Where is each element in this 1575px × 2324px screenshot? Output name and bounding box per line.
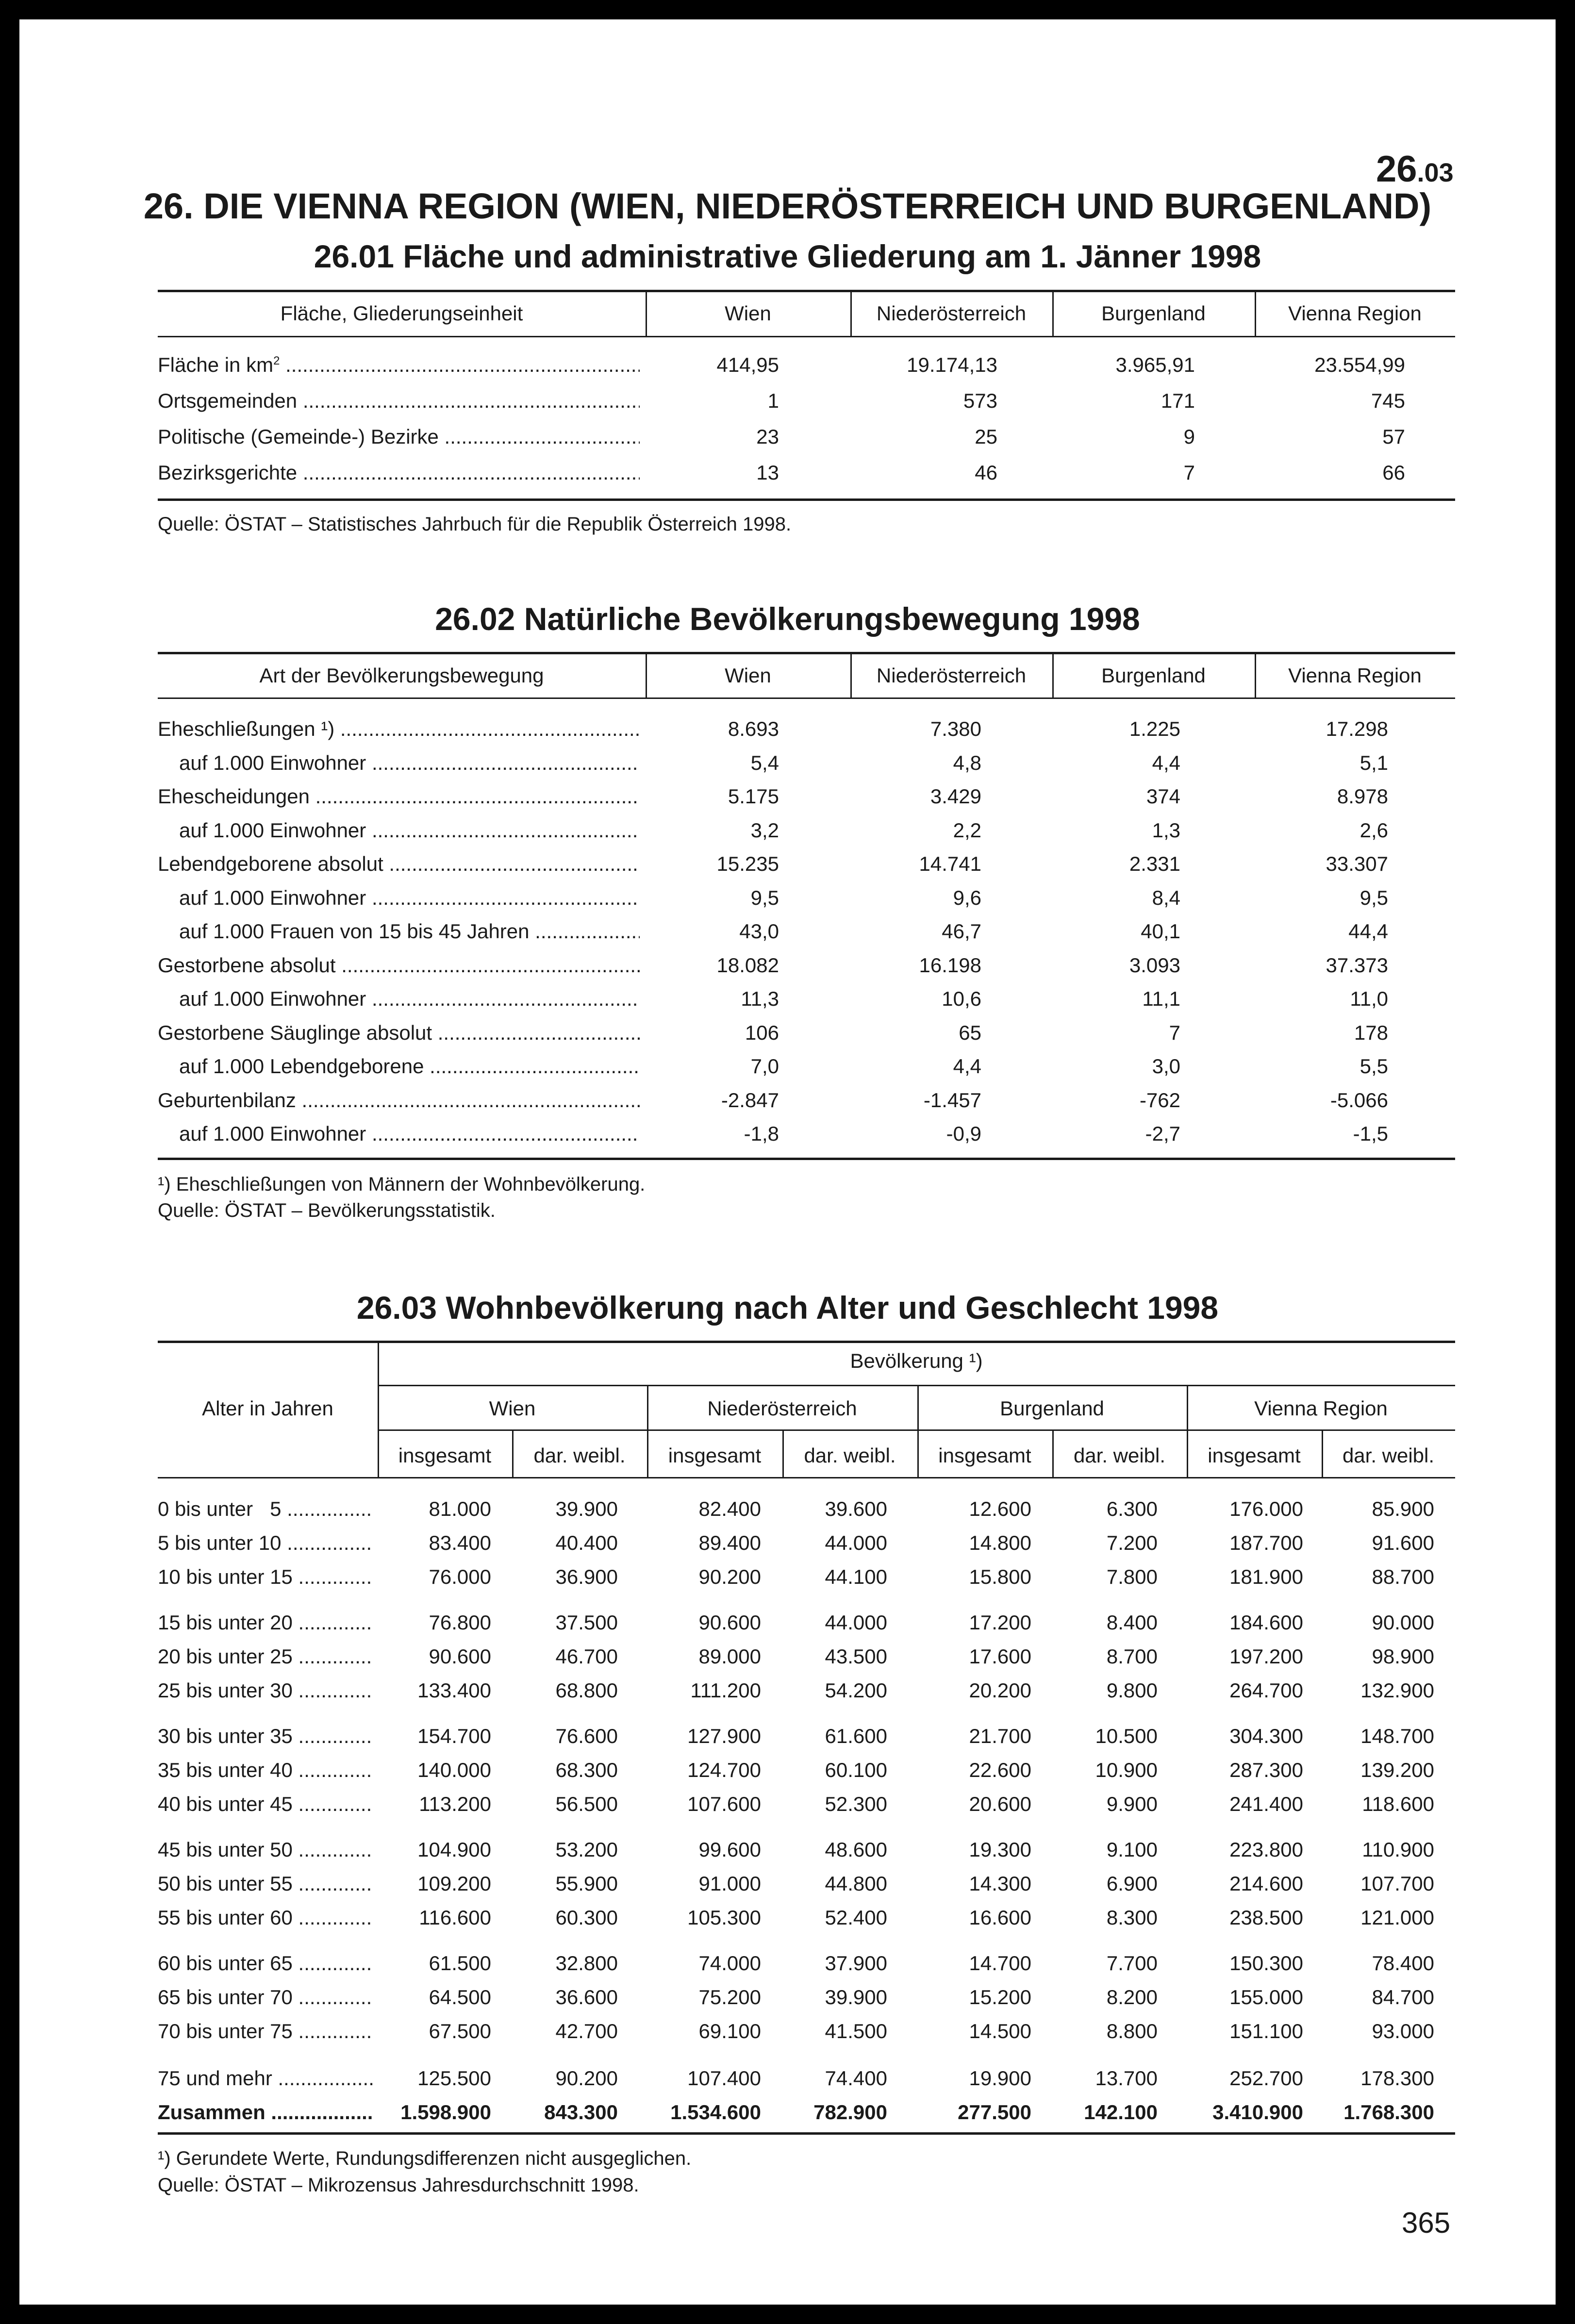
- table3-cell: 46.700: [555, 1645, 618, 1668]
- table2-cell: -2.847: [721, 1088, 779, 1112]
- table3-row-label: 0 bis unter 5 .....: [158, 1497, 374, 1521]
- table3-cell: 53.200: [555, 1838, 618, 1861]
- table2-cell: 3,0: [1152, 1055, 1180, 1078]
- table3-cell: 61.500: [429, 1952, 491, 1975]
- table3-cell: 39.900: [825, 1986, 887, 2009]
- table2-cell: 11,0: [1350, 987, 1388, 1010]
- table3-row-label: 5 bis unter 10 .....: [158, 1531, 374, 1555]
- table3-row-label: 70 bis unter 75 .....: [158, 2020, 374, 2043]
- table3-cell: 89.400: [698, 1531, 761, 1554]
- table3-cell: 15.800: [969, 1565, 1031, 1588]
- table3-title: 26.03 Wohnbevölkerung nach Alter und Geschlecht 1998: [356, 1290, 1219, 1326]
- table1-source: Quelle: ÖSTAT – Statistisches Jahrbuch für die Republik Österreich 1998.: [158, 514, 792, 535]
- table3-stub-header: Alter in Jahren: [202, 1397, 333, 1420]
- table3-cell: 68.300: [555, 1759, 618, 1781]
- table3-cell: 76.800: [429, 1611, 491, 1634]
- table1-cell: 57: [1382, 425, 1405, 448]
- table3-cell: 78.400: [1372, 1952, 1434, 1975]
- table3-footnote: ¹) Gerundete Werte, Rundungsdifferenzen nicht ausgeglichen.: [158, 2148, 692, 2169]
- table2-cell: 2,2: [953, 818, 981, 842]
- table2-cell: 33.307: [1326, 852, 1388, 875]
- table3-cell: 74.400: [825, 2067, 887, 2090]
- table3-cell: 107.700: [1360, 1872, 1434, 1895]
- table3-cell: 12.600: [969, 1497, 1031, 1520]
- table3-cell: 60.300: [555, 1906, 618, 1929]
- page-number: 365: [1402, 2207, 1451, 2239]
- table3-header-rule: [158, 1477, 1455, 1478]
- table3-cell: 36.600: [555, 1986, 618, 2009]
- table3-cell: 88.700: [1372, 1565, 1434, 1588]
- table2-cell: 7: [1169, 1021, 1180, 1044]
- table3-row-label: 75 und mehr .....: [158, 2067, 374, 2090]
- table2-cell: 11,3: [741, 987, 779, 1010]
- table2-cell: 1,3: [1152, 818, 1180, 842]
- table2-cell: -1,8: [744, 1122, 779, 1145]
- table3-cell: 22.600: [969, 1759, 1031, 1781]
- table3-cell: 60.100: [825, 1759, 887, 1781]
- table2-cell: 43,0: [739, 920, 779, 943]
- table3-cell: 52.400: [825, 1906, 887, 1929]
- table3-cell: 214.600: [1229, 1872, 1303, 1895]
- table3-cell: 133.400: [417, 1679, 491, 1702]
- table3-cell: 140.000: [417, 1759, 491, 1781]
- table3-cell: 52.300: [825, 1793, 887, 1815]
- table3-cell: 109.200: [417, 1872, 491, 1895]
- table3-cell: 17.200: [969, 1611, 1031, 1634]
- table2-cell: 14.741: [919, 852, 981, 875]
- table2-cell: 1.225: [1129, 717, 1180, 740]
- table2-cell: 40,1: [1141, 920, 1180, 943]
- table2-source: Quelle: ÖSTAT – Bevölkerungsstatistik.: [158, 1200, 496, 1221]
- table3-cell: 44.800: [825, 1872, 887, 1895]
- table3-row-label: 30 bis unter 35 .....: [158, 1725, 374, 1748]
- table2-cell: 5,5: [1359, 1055, 1388, 1078]
- table2-cell: 5,4: [750, 751, 779, 774]
- table2-cell: 10,6: [942, 987, 981, 1010]
- table2-row-label: auf 1.000 Einwohner .....: [179, 987, 640, 1011]
- table3-cell: 36.900: [555, 1565, 618, 1588]
- table2-bottom-rule: [158, 1158, 1455, 1160]
- table1-cell: 13: [756, 461, 779, 484]
- table2-header-rule: [158, 697, 1455, 699]
- table3-cell: 39.900: [555, 1497, 618, 1520]
- table3-cell: 125.500: [417, 2067, 491, 2090]
- table2-cell: 8.978: [1337, 785, 1388, 808]
- table1-cell: 23.554,99: [1314, 353, 1405, 376]
- table3-cell: 238.500: [1229, 1906, 1303, 1929]
- table3-cell: 55.900: [555, 1872, 618, 1895]
- table2-cell: 18.082: [716, 953, 779, 977]
- table3-row-label: 60 bis unter 65 .....: [158, 1952, 374, 1975]
- table2-cell: 37.373: [1326, 953, 1388, 977]
- table2-cell: 11,1: [1142, 987, 1180, 1010]
- table3-row-label: 25 bis unter 30 .....: [158, 1679, 374, 1702]
- table3-row-label: 40 bis unter 45 .....: [158, 1793, 374, 1816]
- table1-row-label: Politische (Gemeinde-) Bezirke .....: [158, 425, 640, 448]
- table3-cell: 21.700: [969, 1725, 1031, 1747]
- table3-total-cell: 277.500: [958, 2101, 1031, 2124]
- table3-cell: 83.400: [429, 1531, 491, 1554]
- table3-total-cell: 843.300: [544, 2101, 618, 2124]
- table3-cell: 107.600: [687, 1793, 761, 1815]
- table3-row-label: 10 bis unter 15 .....: [158, 1565, 374, 1589]
- table3-subcolumn-header: insgesamt: [1208, 1444, 1301, 1467]
- table3-cell: 37.500: [555, 1611, 618, 1634]
- table2-cell: 46,7: [942, 920, 981, 943]
- table3-cell: 15.200: [969, 1986, 1031, 2009]
- table3-cell: 67.500: [429, 2020, 491, 2042]
- table3-source: Quelle: ÖSTAT – Mikrozensus Jahresdurchschnitt 1998.: [158, 2175, 639, 2196]
- table2-row-label: Ehescheidungen .....: [158, 785, 640, 808]
- table2-column-header: Niederösterreich: [876, 664, 1027, 687]
- table1-cell: 19.174,13: [907, 353, 997, 376]
- table3-row-label: 20 bis unter 25 .....: [158, 1645, 374, 1668]
- table2-cell: 2.331: [1129, 852, 1180, 875]
- table1-row-label: Bezirksgerichte .....: [158, 461, 640, 484]
- table3-total-cell: 142.100: [1084, 2101, 1158, 2124]
- table2-cell: -5.066: [1330, 1088, 1388, 1112]
- table2-cell: 4,4: [953, 1055, 981, 1078]
- table3-subcolumn-header: dar. weibl.: [1342, 1444, 1435, 1467]
- table3-cell: 113.200: [419, 1793, 491, 1815]
- table3-total-label: Zusammen .....: [158, 2101, 374, 2124]
- table2-cell: 15.235: [716, 852, 779, 875]
- table3-total-cell: 3.410.900: [1212, 2101, 1303, 2124]
- table1-column-header: Vienna Region: [1288, 302, 1422, 325]
- table3-cell: 32.800: [555, 1952, 618, 1975]
- table3-cell: 7.700: [1106, 1952, 1158, 1975]
- table3-subcolumn-header: insgesamt: [938, 1444, 1031, 1467]
- table3-cell: 40.400: [555, 1531, 618, 1554]
- table3-region-header: Wien: [489, 1397, 536, 1420]
- table1-cell: 573: [963, 389, 997, 412]
- table2-cell: -0,9: [946, 1122, 981, 1145]
- table2-cell: 374: [1146, 785, 1180, 808]
- table3-cell: 14.300: [969, 1872, 1031, 1895]
- table3-cell: 178.300: [1360, 2067, 1434, 2090]
- table3-top-rule: [158, 1341, 1455, 1343]
- table3-cell: 42.700: [555, 2020, 618, 2042]
- table3-cell: 13.700: [1095, 2067, 1158, 2090]
- table2-column-header: Wien: [725, 664, 771, 687]
- table2-cell: 8.693: [728, 717, 779, 740]
- table1-header-rule: [158, 336, 1455, 337]
- table2-cell: -1,5: [1353, 1122, 1388, 1145]
- table3-cell: 176.000: [1229, 1497, 1303, 1520]
- table1-top-rule: [158, 290, 1455, 292]
- table3-cell: 61.600: [825, 1725, 887, 1747]
- table3-cell: 74.000: [698, 1952, 761, 1975]
- table2-cell: 3,2: [750, 818, 779, 842]
- table3-group-header: Bevölkerung ¹): [850, 1349, 983, 1372]
- table3-cell: 48.600: [825, 1838, 887, 1861]
- table3-cell: 54.200: [825, 1679, 887, 1702]
- table2-row-label: auf 1.000 Frauen von 15 bis 45 Jahren .....: [179, 920, 640, 943]
- table3-bottom-rule: [158, 2132, 1455, 2135]
- table3-cell: 44.100: [825, 1565, 887, 1588]
- table3-cell: 93.000: [1372, 2020, 1434, 2042]
- table2-cell: 9,5: [750, 886, 779, 909]
- table3-cell: 154.700: [417, 1725, 491, 1747]
- table3-cell: 20.200: [969, 1679, 1031, 1702]
- table2-stub-header: Art der Bevölkerungsbewegung: [259, 664, 544, 687]
- table3-cell: 223.800: [1229, 1838, 1303, 1861]
- table2-cell: 3.093: [1129, 953, 1180, 977]
- section-number: 26.03: [1376, 149, 1454, 190]
- table1-cell: 46: [975, 461, 997, 484]
- table2-cell: 8,4: [1152, 886, 1180, 909]
- table2-cell: 178: [1354, 1021, 1388, 1044]
- table3-cell: 264.700: [1229, 1679, 1303, 1702]
- table3-cell: 99.600: [698, 1838, 761, 1861]
- table2-cell: 4,8: [953, 751, 981, 774]
- table2-cell: 9,6: [953, 886, 981, 909]
- table3-cell: 16.600: [969, 1906, 1031, 1929]
- table2-cell: 44,4: [1348, 920, 1388, 943]
- table3-cell: 241.400: [1229, 1793, 1303, 1815]
- table3-subcolumn-header: dar. weibl.: [533, 1444, 626, 1467]
- table3-cell: 19.900: [969, 2067, 1031, 2090]
- table3-cell: 98.900: [1372, 1645, 1434, 1668]
- table3-cell: 44.000: [825, 1611, 887, 1634]
- table1-bottom-rule: [158, 498, 1455, 501]
- table1-cell: 745: [1371, 389, 1405, 412]
- table2-row-label: auf 1.000 Einwohner .....: [179, 819, 640, 842]
- table3-cell: 14.500: [969, 2020, 1031, 2042]
- table3-cell: 10.500: [1095, 1725, 1158, 1747]
- table3-row-label: 65 bis unter 70 .....: [158, 1986, 374, 2009]
- table3-cell: 9.900: [1106, 1793, 1158, 1815]
- table3-cell: 69.100: [698, 2020, 761, 2042]
- table3-cell: 82.400: [698, 1497, 761, 1520]
- table3-cell: 8.300: [1106, 1906, 1158, 1929]
- table3-cell: 8.400: [1106, 1611, 1158, 1634]
- table2-cell: -2,7: [1145, 1122, 1180, 1145]
- table1-cell: 23: [756, 425, 779, 448]
- table3-cell: 20.600: [969, 1793, 1031, 1815]
- table3-cell: 90.200: [698, 1565, 761, 1588]
- table3-cell: 91.600: [1372, 1531, 1434, 1554]
- table2-cell: -762: [1139, 1088, 1180, 1112]
- table3-cell: 184.600: [1229, 1611, 1303, 1634]
- table3-cell: 9.800: [1106, 1679, 1158, 1702]
- table3-cell: 110.900: [1362, 1838, 1434, 1861]
- table3-region-header: Niederösterreich: [707, 1397, 857, 1420]
- table3-cell: 8.200: [1106, 1986, 1158, 2009]
- table3-cell: 116.600: [419, 1906, 491, 1929]
- table3-cell: 111.200: [690, 1679, 761, 1702]
- table3-cell: 76.000: [429, 1565, 491, 1588]
- table3-cell: 17.600: [969, 1645, 1031, 1668]
- table3-cell: 124.700: [687, 1759, 761, 1781]
- table1-row-label: Fläche in $km^2$ .....: [158, 353, 640, 377]
- table3-region-rule: [378, 1429, 1455, 1431]
- table3-cell: 90.200: [555, 2067, 618, 2090]
- table2-cell: 2,6: [1359, 818, 1388, 842]
- table3-subcolumn-header: dar. weibl.: [804, 1444, 896, 1467]
- table3-cell: 7.800: [1106, 1565, 1158, 1588]
- table1-cell: 25: [975, 425, 997, 448]
- table2-title: 26.02 Natürliche Bevölkerungsbewegung 1998: [435, 601, 1140, 637]
- table3-cell: 14.700: [969, 1952, 1031, 1975]
- table3-cell: 90.600: [698, 1611, 761, 1634]
- table3-cell: 104.900: [417, 1838, 491, 1861]
- table3-region-header: Vienna Region: [1254, 1397, 1388, 1420]
- table3-cell: 304.300: [1229, 1725, 1303, 1747]
- table3-total-cell: 782.900: [813, 2101, 887, 2124]
- table1-row-label: Ortsgemeinden .....: [158, 389, 640, 413]
- table3-total-cell: 1.534.600: [670, 2101, 761, 2124]
- table3-cell: 6.300: [1106, 1497, 1158, 1520]
- table3-cell: 8.800: [1106, 2020, 1158, 2042]
- table3-cell: 75.200: [698, 1986, 761, 2009]
- table3-row-label: 50 bis unter 55 .....: [158, 1872, 374, 1895]
- table3-cell: 197.200: [1229, 1645, 1303, 1668]
- table3-cell: 84.700: [1372, 1986, 1434, 2009]
- table1-column-header: Burgenland: [1101, 302, 1206, 325]
- table3-cell: 76.600: [555, 1725, 618, 1747]
- table3-cell: 181.900: [1229, 1565, 1303, 1588]
- table3-cell: 43.500: [825, 1645, 887, 1668]
- table2-top-rule: [158, 652, 1455, 654]
- table2-cell: 7.380: [930, 717, 981, 740]
- table2-cell: 3.429: [930, 785, 981, 808]
- table2-row-label: auf 1.000 Einwohner .....: [179, 751, 640, 775]
- table3-cell: 139.200: [1360, 1759, 1434, 1781]
- table3-cell: 85.900: [1372, 1497, 1434, 1520]
- main-title: 26. DIE VIENNA REGION (WIEN, NIEDERÖSTERREICH UND BURGENLAND): [143, 186, 1432, 226]
- table3-cell: 132.900: [1360, 1679, 1434, 1702]
- table3-cell: 90.000: [1372, 1611, 1434, 1634]
- table3-cell: 9.100: [1106, 1838, 1158, 1861]
- table1-cell: 3.965,91: [1115, 353, 1195, 376]
- table1-title: 26.01 Fläche und administrative Gliederung am 1. Jänner 1998: [314, 238, 1261, 274]
- table2-row-label: auf 1.000 Lebendgeborene .....: [179, 1055, 640, 1078]
- table3-total-cell: 1.598.900: [400, 2101, 491, 2124]
- table3-cell: 56.500: [555, 1793, 618, 1815]
- table2-row-label: auf 1.000 Einwohner .....: [179, 886, 640, 910]
- table3-cell: 148.700: [1360, 1725, 1434, 1747]
- table3-group-rule: [378, 1385, 1455, 1386]
- table3-cell: 64.500: [429, 1986, 491, 2009]
- table3-cell: 155.000: [1229, 1986, 1303, 2009]
- table3-cell: 6.900: [1106, 1872, 1158, 1895]
- table2-cell: 16.198: [919, 953, 981, 977]
- table3-cell: 150.300: [1229, 1952, 1303, 1975]
- table3-cell: 39.600: [825, 1497, 887, 1520]
- table3-cell: 10.900: [1095, 1759, 1158, 1781]
- table3-subcolumn-header: insgesamt: [398, 1444, 492, 1467]
- table3-subcolumn-header: dar. weibl.: [1073, 1444, 1166, 1467]
- table3-subcolumn-header: insgesamt: [668, 1444, 762, 1467]
- table2-cell: 65: [959, 1021, 981, 1044]
- table2-cell: 9,5: [1359, 886, 1388, 909]
- table2-cell: 5,1: [1359, 751, 1388, 774]
- table2-row-label: Geburtenbilanz .....: [158, 1089, 640, 1112]
- superscript-exponent: 2: [273, 354, 280, 367]
- table3-cell: 41.500: [825, 2020, 887, 2042]
- table3-cell: 127.900: [687, 1725, 761, 1747]
- table3-cell: 81.000: [429, 1497, 491, 1520]
- table3-cell: 151.100: [1229, 2020, 1303, 2042]
- table1-stub-header: Fläche, Gliederungseinheit: [280, 302, 523, 325]
- table1-column-header: Wien: [725, 302, 771, 325]
- table3-cell: 14.800: [969, 1531, 1031, 1554]
- table3-cell: 91.000: [698, 1872, 761, 1895]
- table3-cell: 121.000: [1360, 1906, 1434, 1929]
- table2-cell: -1.457: [923, 1088, 981, 1112]
- table3-cell: 187.700: [1229, 1531, 1303, 1554]
- table1-cell: 171: [1161, 389, 1195, 412]
- table3-row-label: 55 bis unter 60 .....: [158, 1906, 374, 1929]
- table3-cell: 7.200: [1106, 1531, 1158, 1554]
- table2-cell: 7,0: [750, 1055, 779, 1078]
- table2-column-header: Burgenland: [1101, 664, 1206, 687]
- table1-cell: 9: [1183, 425, 1195, 448]
- table1-column-header: Niederösterreich: [876, 302, 1027, 325]
- table3-row-label: 35 bis unter 40 .....: [158, 1759, 374, 1782]
- table3-row-label: 45 bis unter 50 .....: [158, 1838, 374, 1861]
- table2-row-label: Gestorbene absolut .....: [158, 954, 640, 977]
- table3-cell: 252.700: [1229, 2067, 1303, 2090]
- table3-cell: 89.000: [698, 1645, 761, 1668]
- table2-cell: 17.298: [1326, 717, 1388, 740]
- table2-row-label: Lebendgeborene absolut .....: [158, 852, 640, 876]
- table3-cell: 44.000: [825, 1531, 887, 1554]
- table3-cell: 118.600: [1362, 1793, 1434, 1815]
- table3-cell: 68.800: [555, 1679, 618, 1702]
- table1-cell: 1: [767, 389, 779, 412]
- table2-cell: 106: [745, 1021, 779, 1044]
- table3-region-header: Burgenland: [1000, 1397, 1104, 1420]
- table1-cell: 7: [1183, 461, 1195, 484]
- table2-row-label: auf 1.000 Einwohner .....: [179, 1122, 640, 1145]
- table1-cell: 66: [1382, 461, 1405, 484]
- table3-row-label: 15 bis unter 20 .....: [158, 1611, 374, 1634]
- table3-cell: 90.600: [429, 1645, 491, 1668]
- table2-row-label: Eheschließungen ¹) .....: [158, 717, 640, 741]
- table3-cell: 37.900: [825, 1952, 887, 1975]
- table3-cell: 8.700: [1106, 1645, 1158, 1668]
- table2-cell: 5.175: [728, 785, 779, 808]
- table3-cell: 287.300: [1229, 1759, 1303, 1781]
- table1-cell: 414,95: [716, 353, 779, 376]
- table3-total-cell: 1.768.300: [1343, 2101, 1434, 2124]
- table2-row-label: Gestorbene Säuglinge absolut .....: [158, 1021, 640, 1045]
- table3-cell: 107.400: [687, 2067, 761, 2090]
- table2-column-header: Vienna Region: [1288, 664, 1422, 687]
- table3-cell: 105.300: [687, 1906, 761, 1929]
- table2-footnote: ¹) Eheschließungen von Männern der Wohnbevölkerung.: [158, 1174, 646, 1195]
- table3-cell: 19.300: [969, 1838, 1031, 1861]
- table2-cell: 4,4: [1152, 751, 1180, 774]
